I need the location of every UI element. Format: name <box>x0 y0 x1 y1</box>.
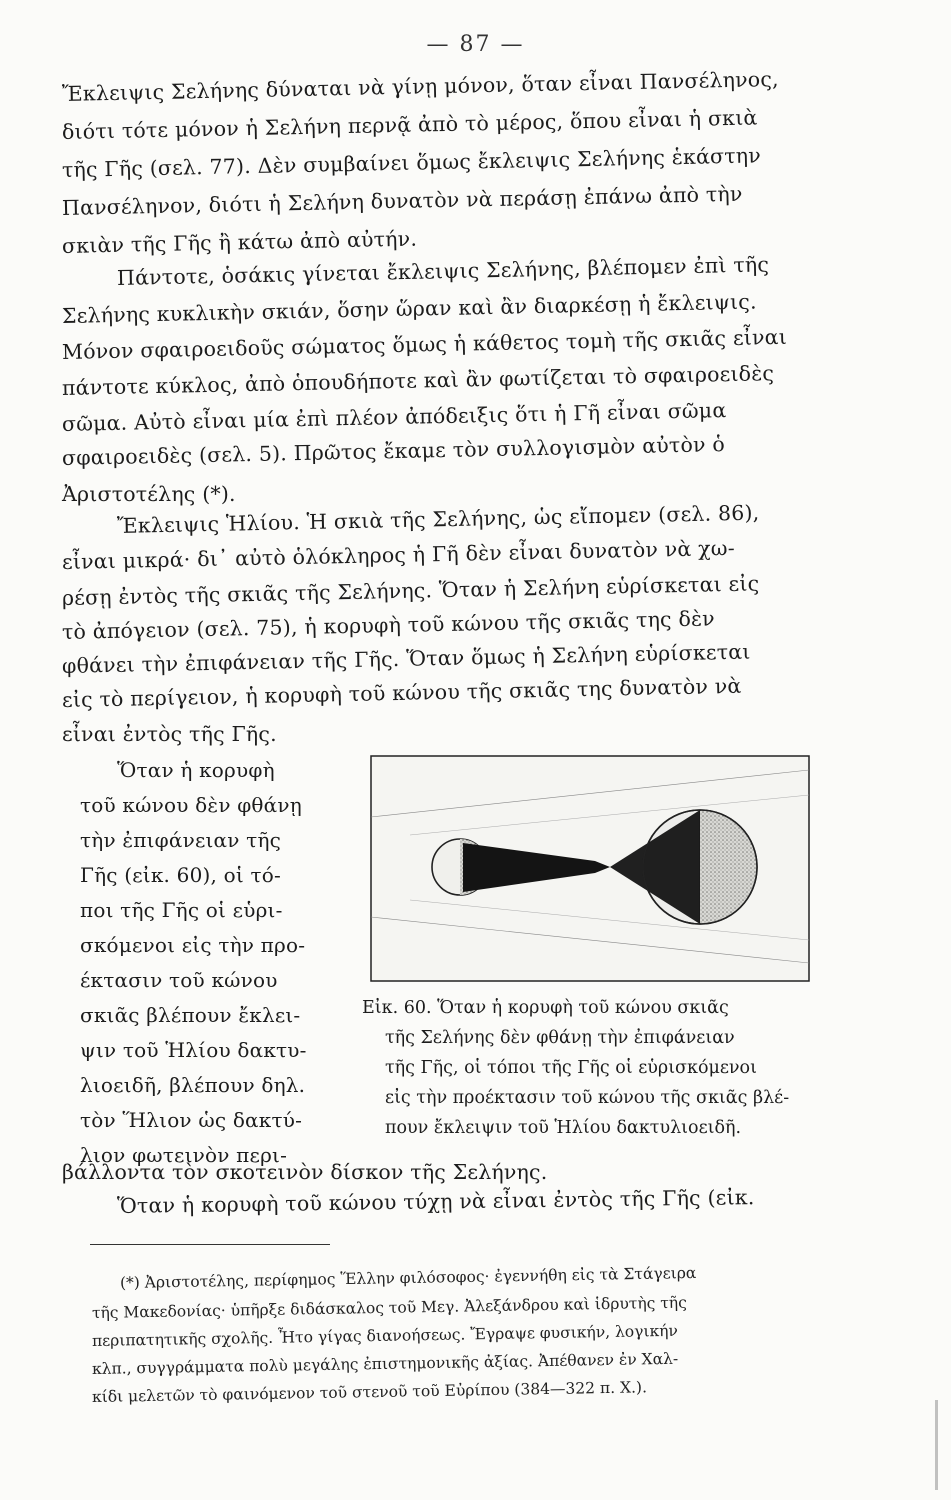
caption-line: εἰς τὴν προέκτασιν τοῦ κώνου τῆς σκιᾶς βλέ- <box>385 1088 790 1108</box>
text-line: τὴν ἐπιφάνειαν τῆς <box>80 828 282 852</box>
text-line: λιον φωτεινὸν περι- <box>80 1143 288 1167</box>
text-line: έκτασιν τοῦ κώνου <box>80 968 278 992</box>
text-line: σῶμα. Αὐτὸ εἶναι μία ἐπὶ πλέον ἀπόδειξις ὅτι ἡ Γῆ εἶναι σῶμα <box>61 398 727 436</box>
annular-eclipse-diagram <box>370 755 810 982</box>
text-line: Γῆς (εἰκ. 60), οἱ τό- <box>80 863 281 887</box>
text-line: Πάντοτε, ὁσάκις γίνεται ἔκλειψις Σελήνης, βλέπομεν ἐπὶ τῆς <box>116 252 770 290</box>
text-line: Ἔκλειψις Σελήνης δύναται νὰ γίνῃ μόνον, ὅταν εἶναι Πανσέληνος, <box>61 66 779 106</box>
footnote-divider <box>90 1244 330 1245</box>
page-number: — 87 — <box>426 32 525 57</box>
text-line: τὸ ἀπόγειον (σελ. 75), ἡ κορυφὴ τοῦ κώνου τῆς σκιᾶς της δὲν <box>61 606 716 644</box>
text-line: Ἀριστοτέλης (*). <box>62 482 236 506</box>
text-line: ρέσῃ ἐντὸς τῆς σκιᾶς τῆς Σελήνης. Ὅταν ἡ Σελήνη εὑρίσκεται εἰς <box>61 571 760 610</box>
text-line: σκιὰν τῆς Γῆς ἢ κάτω ἀπὸ αὐτήν. <box>61 226 418 258</box>
caption-line: πουν ἔκλειψιν τοῦ Ἡλίου δακτυλιοειδῆ. <box>385 1118 742 1138</box>
page-edge-mark <box>935 1400 938 1490</box>
text-line: σκιᾶς βλέπουν ἔκλει- <box>80 1003 301 1027</box>
footnote-line: τῆς Μακεδονίας· ὑπῆρξε διδάσκαλος τοῦ Μεγ. Ἀλεξάνδρου καὶ ἱδρυτὴς τῆς <box>91 1293 687 1322</box>
text-line: Ὅταν ἡ κορυφὴ τοῦ κώνου τύχῃ νὰ εἶναι ἐντὸς τῆς Γῆς (εἰκ. <box>116 1185 755 1218</box>
footnote-line: περιπατητικῆς σχολῆς. Ἦτο γίγας διανοήσεως. Ἔγραψε φυσικήν, λογικήν <box>91 1321 679 1350</box>
text-line: εἶναι μικρά· δι᾿ αὐτὸ ὁλόκληρος ἡ Γῆ δὲν εἶναι δυνατὸν νὰ χω- <box>61 535 736 574</box>
text-line: Ἔκλειψις Ἡλίου. Ἡ σκιὰ τῆς Σελήνης, ὡς εἴπομεν (σελ. 86), <box>116 500 760 538</box>
text-line: βάλλοντα τὸν σκοτεινὸν δίσκον τῆς Σελήνης. <box>62 1160 548 1184</box>
text-line: εἰς τὸ περίγειον, ἡ κορυφὴ τοῦ κώνου τῆς σκιᾶς της δυνατὸν νὰ <box>61 673 742 712</box>
caption-line: Εἰκ. 60. Ὅταν ἡ κορυφὴ τοῦ κώνου σκιᾶς <box>362 998 729 1018</box>
text-line: λιοειδῆ, βλέπουν δηλ. <box>80 1073 306 1097</box>
footnote-line: κίδι μελετῶν τὸ φαινόμενον τοῦ στενοῦ τοῦ Εὐρίπου (384—322 π. Χ.). <box>91 1378 648 1406</box>
text-line: εἶναι ἐντὸς τῆς Γῆς. <box>62 722 277 746</box>
footnote-line: (*) Ἀριστοτέλης, περίφημος Ἕλλην φιλόσοφος· ἐγεννήθη εἰς τὰ Στάγειρα <box>119 1263 697 1292</box>
caption-line: τῆς Σελήνης δὲν φθάνῃ τὴν ἐπιφάνειαν <box>385 1028 735 1048</box>
text-line: Ὅταν ἡ κορυφὴ <box>117 758 275 782</box>
caption-line: τῆς Γῆς, οἱ τόποι τῆς Γῆς οἱ εὑρισκόμενοι <box>385 1058 757 1078</box>
text-line: σφαιροειδὲς (σελ. 5). Πρῶτος ἔκαμε τὸν συλλογισμὸν αὐτὸν ὁ <box>61 432 726 470</box>
text-line: πάντοτε κύκλος, ἀπὸ ὁπουδήποτε καὶ ἂν φωτίζεται τὸ σφαιροειδὲς <box>61 361 775 400</box>
text-line: τοῦ κώνου δὲν φθάνῃ <box>80 793 302 817</box>
text-line: διότι τότε μόνον ἡ Σελήνη περνᾷ ἀπὸ τὸ μέρος, ὅπου εἶναι ἡ σκιὰ <box>61 105 758 144</box>
text-line: ποι τῆς Γῆς οἱ εὑρι- <box>80 898 283 922</box>
text-line: Μόνον σφαιροειδοῦς σώματος ὅμως ἡ κάθετος τομὴ τῆς σκιᾶς εἶναι <box>61 324 788 364</box>
text-line: Πανσέληνον, διότι ἡ Σελήνη δυνατὸν νὰ περάσῃ ἐπάνω ἀπὸ τὴν <box>61 181 743 220</box>
text-line: ψιν τοῦ Ἡλίου δακτυ- <box>80 1038 307 1062</box>
text-line: σκόμενοι εἰς τὴν προ- <box>80 933 306 957</box>
footnote-line: κλπ., συγγράμματα πολὺ μεγάλης ἐπιστημονικῆς ἀξίας. Ἀπέθανεν ἐν Χαλ- <box>91 1349 679 1378</box>
text-line: Σελήνης κυκλικὴν σκιάν, ὅσην ὥραν καὶ ἂν διαρκέσῃ ἡ ἔκλειψις. <box>61 289 757 328</box>
eclipse-figure <box>370 755 810 982</box>
text-line: φθάνει τὴν ἐπιφάνειαν τῆς Γῆς. Ὅταν ὅμως ἡ Σελήνη εὑρίσκεται <box>61 639 751 678</box>
text-line: τῆς Γῆς (σελ. 77). Δὲν συμβαίνει ὅμως ἔκλειψις Σελήνης ἑκάστην <box>61 143 762 182</box>
text-line: τὸν Ἥλιον ὡς δακτύ- <box>80 1108 303 1132</box>
